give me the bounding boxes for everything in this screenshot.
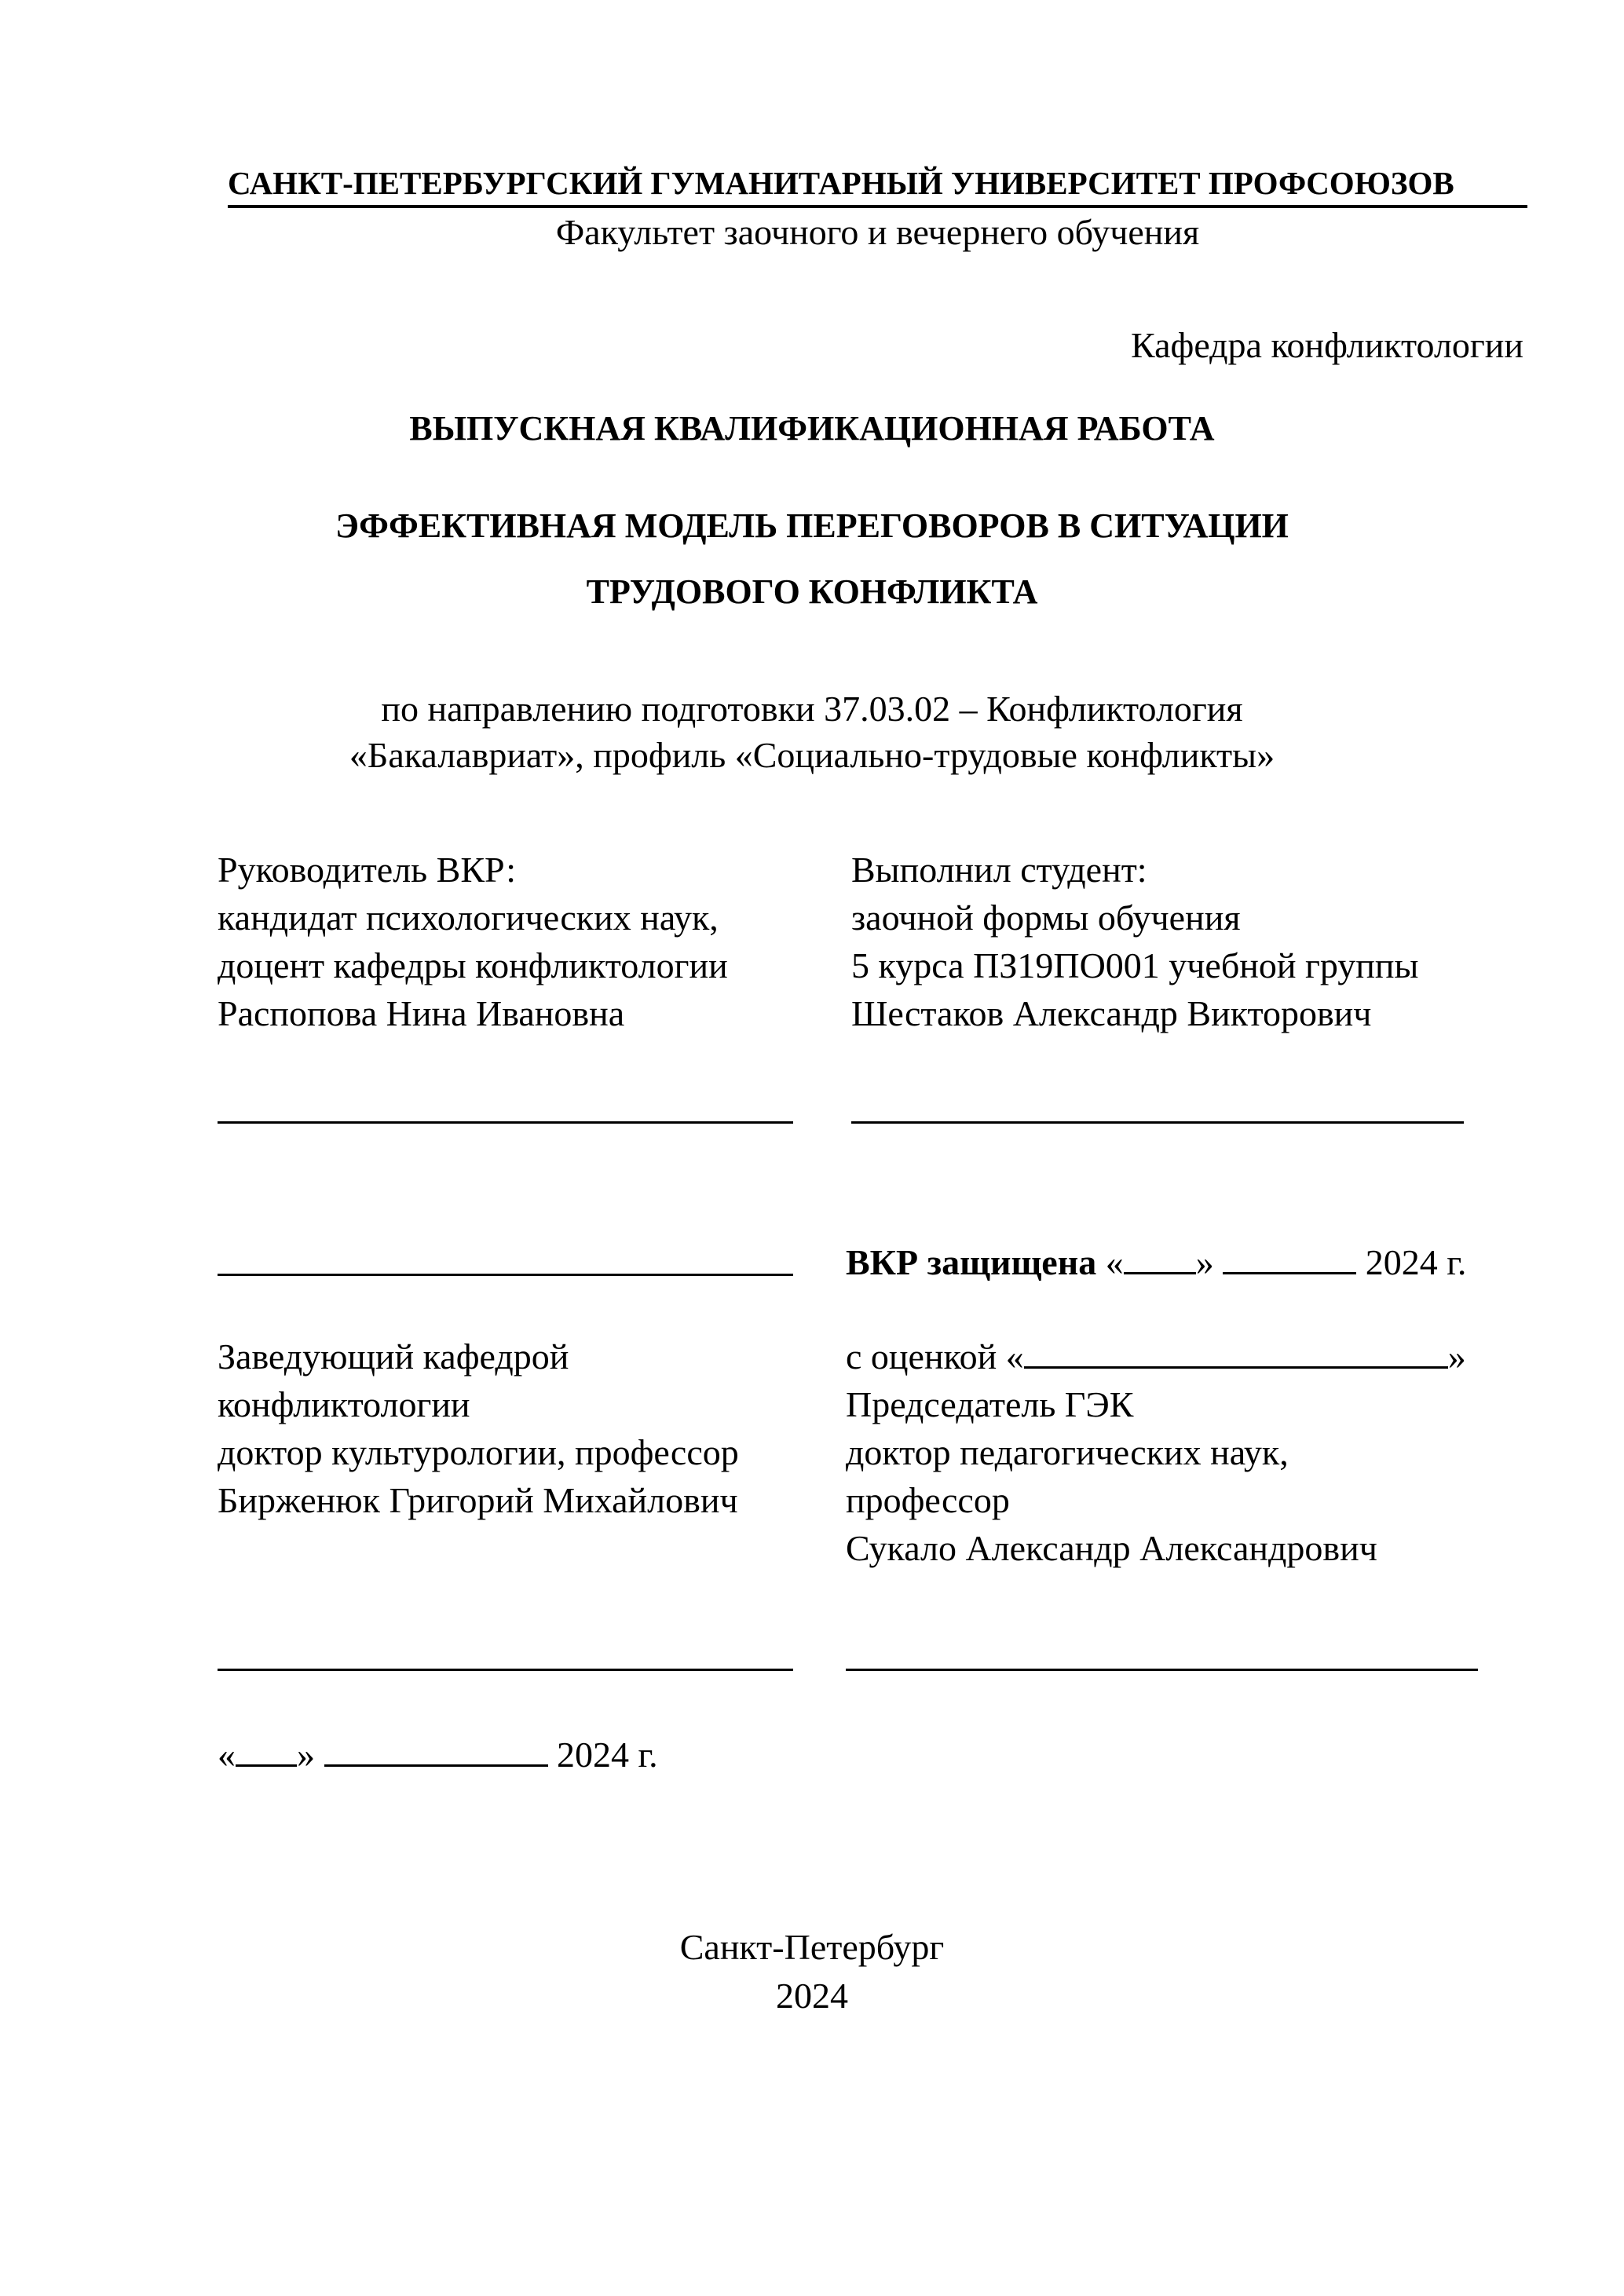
city: Санкт-Петербург [679, 1927, 945, 1967]
defense-label: ВКР защищена [846, 1242, 1097, 1282]
faculty-name: Факультет заочного и вечернего обучения [555, 212, 1200, 252]
chair-signature-line [846, 1669, 1478, 1671]
supervisor-name: Распопова Нина Ивановна [218, 993, 625, 1033]
defense-month-blank [1223, 1242, 1356, 1274]
chair-label: Председатель ГЭК [846, 1384, 1134, 1424]
study-direction-line-2: «Бакалавриат», профиль «Социально-трудовые конфликты» [349, 735, 1275, 775]
head-of-department-block [218, 1333, 739, 1524]
student-group: 5 курса ПЗ19ПО001 учебной группы [851, 945, 1419, 985]
head-label: Заведующий кафедрой [218, 1336, 569, 1377]
thesis-title-line-2: ТРУДОВОГО КОНФЛИКТА [586, 572, 1038, 611]
chair-degree: доктор педагогических наук, [846, 1432, 1289, 1472]
year: 2024 [776, 1976, 848, 2016]
defense-year: 2024 г. [1365, 1242, 1467, 1282]
supervisor-label: Руководитель ВКР: [218, 850, 517, 890]
student-signature-line [851, 1121, 1464, 1124]
header-divider [228, 205, 1527, 208]
defense-quote-open: « [1105, 1242, 1124, 1282]
approval-month-blank [324, 1735, 548, 1767]
grade-prefix: с оценкой « [846, 1336, 1024, 1377]
approval-date-line [218, 1731, 658, 1779]
department-name: Кафедра конфликтологии [1131, 325, 1523, 365]
student-block [851, 846, 1418, 1037]
supervisor-degree: кандидат психологических наук, [218, 898, 719, 938]
chair-name: Сукало Александр Александрович [846, 1528, 1377, 1568]
approval-day-blank [236, 1735, 297, 1767]
supervisor-signature-line [218, 1121, 793, 1124]
approval-quote-open: « [218, 1735, 236, 1775]
defense-quote-close: » [1195, 1242, 1214, 1282]
student-label: Выполнил студент: [851, 850, 1147, 890]
grade-suffix: » [1447, 1336, 1466, 1377]
study-direction-line-1: по направлению подготовки 37.03.02 – Конфликтология [381, 689, 1243, 729]
student-form: заочной формы обучения [851, 898, 1241, 938]
chair-title: профессор [846, 1480, 1010, 1520]
work-type-heading: ВЫПУСКНАЯ КВАЛИФИКАЦИОННАЯ РАБОТА [409, 409, 1215, 448]
grade-blank [1024, 1336, 1448, 1369]
head-name: Бирженюк Григорий Михайлович [218, 1480, 738, 1520]
supervisor-position: доцент кафедры конфликтологии [218, 945, 728, 985]
thesis-title-line-1: ЭФФЕКТИВНАЯ МОДЕЛЬ ПЕРЕГОВОРОВ В СИТУАЦИИ [335, 506, 1289, 545]
grade-and-chair-block [846, 1333, 1466, 1572]
student-name: Шестаков Александр Викторович [851, 993, 1372, 1033]
approval-year: 2024 г. [557, 1735, 658, 1775]
head-degree: доктор культурологии, профессор [218, 1432, 739, 1472]
defense-date-line [846, 1239, 1466, 1286]
grade-line [846, 1333, 1466, 1380]
defense-day-blank [1124, 1242, 1196, 1274]
signature-line [218, 1274, 793, 1276]
head-label-2: конфликтологии [218, 1384, 470, 1424]
university-name: САНКТ-ПЕТЕРБУРГСКИЙ ГУМАНИТАРНЫЙ УНИВЕРСИТЕТ ПРОФСОЮЗОВ [228, 165, 1454, 201]
supervisor-block [218, 846, 728, 1037]
approval-quote-close: » [297, 1735, 315, 1775]
head-signature-line [218, 1669, 793, 1671]
